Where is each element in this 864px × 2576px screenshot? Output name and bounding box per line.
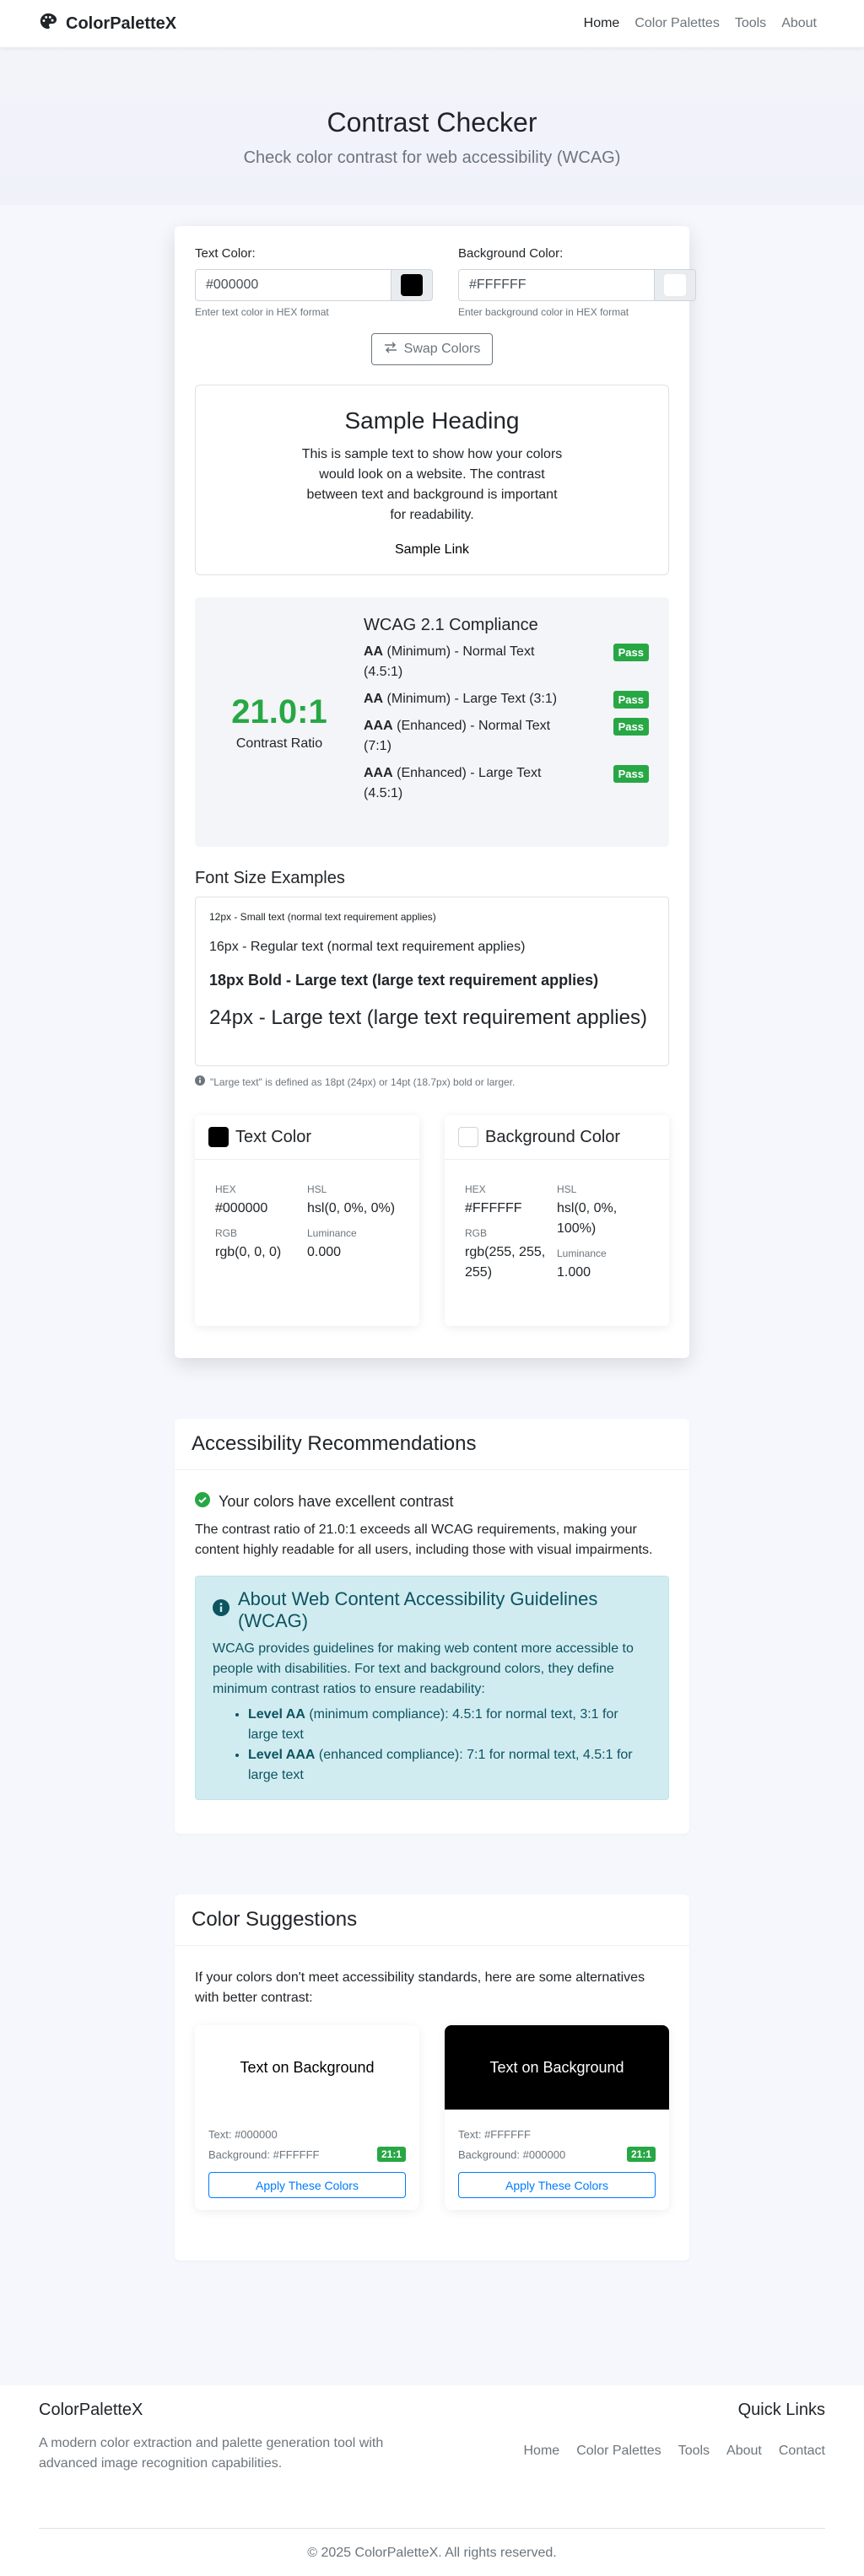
text-color-hint: Enter text color in HEX format <box>195 306 329 318</box>
list-item <box>248 1745 651 1786</box>
text-color-group <box>195 246 433 318</box>
bg-color-group <box>458 246 696 318</box>
pass-badge: Pass <box>613 644 649 661</box>
footer-divider <box>39 2528 825 2529</box>
wcag-info-title: About Web Content Accessibility Guidelines (WCAG) <box>238 1588 598 1631</box>
checker-card <box>175 226 689 1358</box>
wcag-info-box <box>195 1576 669 1800</box>
bg-color-picker[interactable] <box>654 269 696 301</box>
apply-colors-button[interactable]: Apply These Colors <box>458 2172 656 2198</box>
nav-tools[interactable]: Tools <box>734 16 767 30</box>
compliance-title: WCAG 2.1 Compliance <box>364 616 538 634</box>
footer-tagline: A modern color extraction and palette generation tool with advanced image recognition capabilities. <box>39 2436 384 2471</box>
copyright: © 2025 ColorPaletteX. All rights reserved. <box>307 2546 557 2560</box>
font-example-18: 18px Bold - Large text (large text requirement applies) <box>209 972 599 989</box>
text-color-card <box>195 1115 419 1326</box>
status-text: Your colors have excellent contrast <box>219 1493 454 1510</box>
level-name: Level AA <box>248 1707 305 1722</box>
nav-home[interactable]: Home <box>583 16 620 30</box>
compliance-level: AA <box>364 644 384 659</box>
footer-link-tools[interactable]: Tools <box>678 2444 710 2458</box>
nav-color-palettes[interactable]: Color Palettes <box>634 16 720 30</box>
hero <box>0 47 864 205</box>
footer <box>0 2385 864 2576</box>
sample-heading: Sample Heading <box>344 407 520 434</box>
text-color-card-title: Text Color <box>235 1127 312 1146</box>
page-title: Contrast Checker <box>327 107 537 137</box>
pass-badge: Pass <box>613 765 649 783</box>
bg-color-swatch <box>664 274 686 296</box>
suggestion-bg-color: Background: #FFFFFF <box>208 2148 320 2161</box>
rgb-label: RGB <box>215 1227 238 1239</box>
luminance-label: Luminance <box>307 1227 357 1239</box>
luminance-value: 1.000 <box>557 1265 591 1280</box>
font-example-12: 12px - Small text (normal text requirement applies) <box>209 911 436 923</box>
footer-brand: ColorPaletteX <box>39 2401 143 2419</box>
page-subtitle: Check color contrast for web accessibility (WCAG) <box>243 148 621 167</box>
text-color-card-swatch <box>208 1127 229 1147</box>
luminance-label: Luminance <box>557 1248 607 1259</box>
text-color-input[interactable] <box>195 269 391 301</box>
footer-link-color-palettes[interactable]: Color Palettes <box>576 2444 662 2458</box>
level-desc: (minimum compliance): 4.5:1 for normal text, 3:1 for large text <box>248 1707 618 1742</box>
suggestion-bg-color: Background: #000000 <box>458 2148 566 2161</box>
bg-color-label: Background Color: <box>458 246 564 261</box>
wcag-info-body: WCAG provides guidelines for making web content more accessible to people with disabilities. For text and background colors, they define minimum contrast ratios to ensure readability: <box>213 1641 634 1696</box>
text-color-label: Text Color: <box>195 246 256 261</box>
hsl-value: hsl(0, 0%, 0%) <box>307 1201 396 1215</box>
footer-link-about[interactable]: About <box>726 2444 762 2458</box>
contrast-ratio: 21.0:1 <box>231 693 327 730</box>
sample-text: This is sample text to show how your colors would look on a website. The contrast between text and background is important for readability. <box>301 447 563 522</box>
rgb-label: RGB <box>465 1227 488 1239</box>
text-color-swatch <box>401 274 423 296</box>
suggestion-text-color: Text: #FFFFFF <box>458 2128 531 2141</box>
suggestion-sample: Text on Background <box>195 2025 419 2110</box>
level-name: Level AAA <box>248 1748 316 1762</box>
hex-label: HEX <box>215 1183 236 1195</box>
compliance-desc: (Minimum) - Normal Text (4.5:1) <box>364 644 535 679</box>
hex-value: #000000 <box>215 1201 268 1215</box>
font-example-16: 16px - Regular text (normal text requirement applies) <box>209 940 526 954</box>
font-examples-box <box>195 897 669 1066</box>
navbar <box>0 0 864 47</box>
status-line <box>195 1492 669 1512</box>
suggestion-ratio-badge: 21:1 <box>377 2147 406 2162</box>
info-icon <box>195 1075 205 1088</box>
list-item <box>248 1705 651 1745</box>
suggestion-card <box>195 2025 419 2210</box>
compliance-desc: (Enhanced) - Large Text (4.5:1) <box>364 766 542 800</box>
check-circle-icon <box>195 1492 210 1512</box>
footer-links <box>524 2444 826 2459</box>
swap-label: Swap Colors <box>403 342 481 356</box>
hex-value: #FFFFFF <box>465 1201 522 1215</box>
rgb-value: rgb(0, 0, 0) <box>215 1245 282 1259</box>
recommendations-panel <box>175 1419 689 1834</box>
compliance-level: AAA <box>364 719 393 733</box>
results-panel <box>195 597 669 847</box>
text-color-picker[interactable] <box>391 269 433 301</box>
suggestion-sample: Text on Background <box>445 2025 669 2110</box>
apply-colors-button[interactable]: Apply These Colors <box>208 2172 406 2198</box>
suggestion-text-color: Text: #000000 <box>208 2128 278 2141</box>
font-examples-title: Font Size Examples <box>195 869 345 887</box>
hsl-value: hsl(0, 0%, 100%) <box>557 1201 618 1236</box>
rgb-value: rgb(255, 255, 255) <box>465 1245 546 1280</box>
footer-link-home[interactable]: Home <box>523 2444 560 2458</box>
suggestions-body: If your colors don't meet accessibility standards, here are some alternatives with better contrast: <box>195 1970 645 2005</box>
bg-color-hint: Enter background color in HEX format <box>458 306 629 318</box>
quick-links-title: Quick Links <box>737 2401 825 2419</box>
compliance-row <box>364 763 649 804</box>
contrast-ratio-label: Contrast Ratio <box>235 736 323 751</box>
recommendations-title: Accessibility Recommendations <box>175 1419 689 1470</box>
bg-color-input[interactable] <box>458 269 654 301</box>
info-circle-icon <box>213 1599 230 1621</box>
level-desc: (enhanced compliance): 7:1 for normal text, 4.5:1 for large text <box>248 1748 633 1782</box>
font-example-24: 24px - Large text (large text requirement applies) <box>209 1006 647 1029</box>
palette-icon <box>39 12 57 35</box>
pass-badge: Pass <box>613 718 649 736</box>
sample-link[interactable]: Sample Link <box>394 542 470 557</box>
wcag-levels-list <box>213 1705 651 1786</box>
compliance-level: AA <box>364 692 384 706</box>
nav-links <box>584 16 817 31</box>
suggestions-title: Color Suggestions <box>175 1894 689 1946</box>
large-text-note <box>195 1075 669 1088</box>
brand[interactable] <box>39 12 176 35</box>
suggestions-panel <box>175 1894 689 2261</box>
compliance-row <box>364 716 649 757</box>
hsl-label: HSL <box>557 1183 577 1195</box>
hsl-label: HSL <box>307 1183 327 1195</box>
nav-about[interactable]: About <box>781 16 817 30</box>
bg-color-card-swatch <box>458 1127 478 1147</box>
compliance-list <box>364 597 669 847</box>
compliance-row <box>364 642 649 682</box>
compliance-row <box>364 689 649 709</box>
bg-color-card-title: Background Color <box>485 1127 621 1146</box>
hex-label: HEX <box>465 1183 486 1195</box>
compliance-level: AAA <box>364 766 393 780</box>
bg-color-card <box>445 1115 669 1326</box>
large-text-note-text: "Large text" is defined as 18pt (24px) or 14pt (18.7px) bold or larger. <box>210 1075 516 1088</box>
compliance-desc: (Enhanced) - Normal Text (7:1) <box>364 719 551 753</box>
recommendation-body: The contrast ratio of 21.0:1 exceeds all WCAG requirements, making your content highly readable for all users, including those with visual impairments. <box>195 1522 653 1557</box>
swap-icon <box>384 342 397 358</box>
luminance-value: 0.000 <box>307 1245 342 1259</box>
footer-link-contact[interactable]: Contact <box>778 2444 825 2458</box>
suggestion-ratio-badge: 21:1 <box>627 2147 656 2162</box>
pass-badge: Pass <box>613 691 649 709</box>
swap-colors-button[interactable] <box>371 333 494 365</box>
brand-name: ColorPaletteX <box>66 13 177 33</box>
compliance-desc: (Minimum) - Large Text (3:1) <box>383 692 558 706</box>
suggestion-card <box>445 2025 669 2210</box>
preview-box <box>195 385 669 575</box>
